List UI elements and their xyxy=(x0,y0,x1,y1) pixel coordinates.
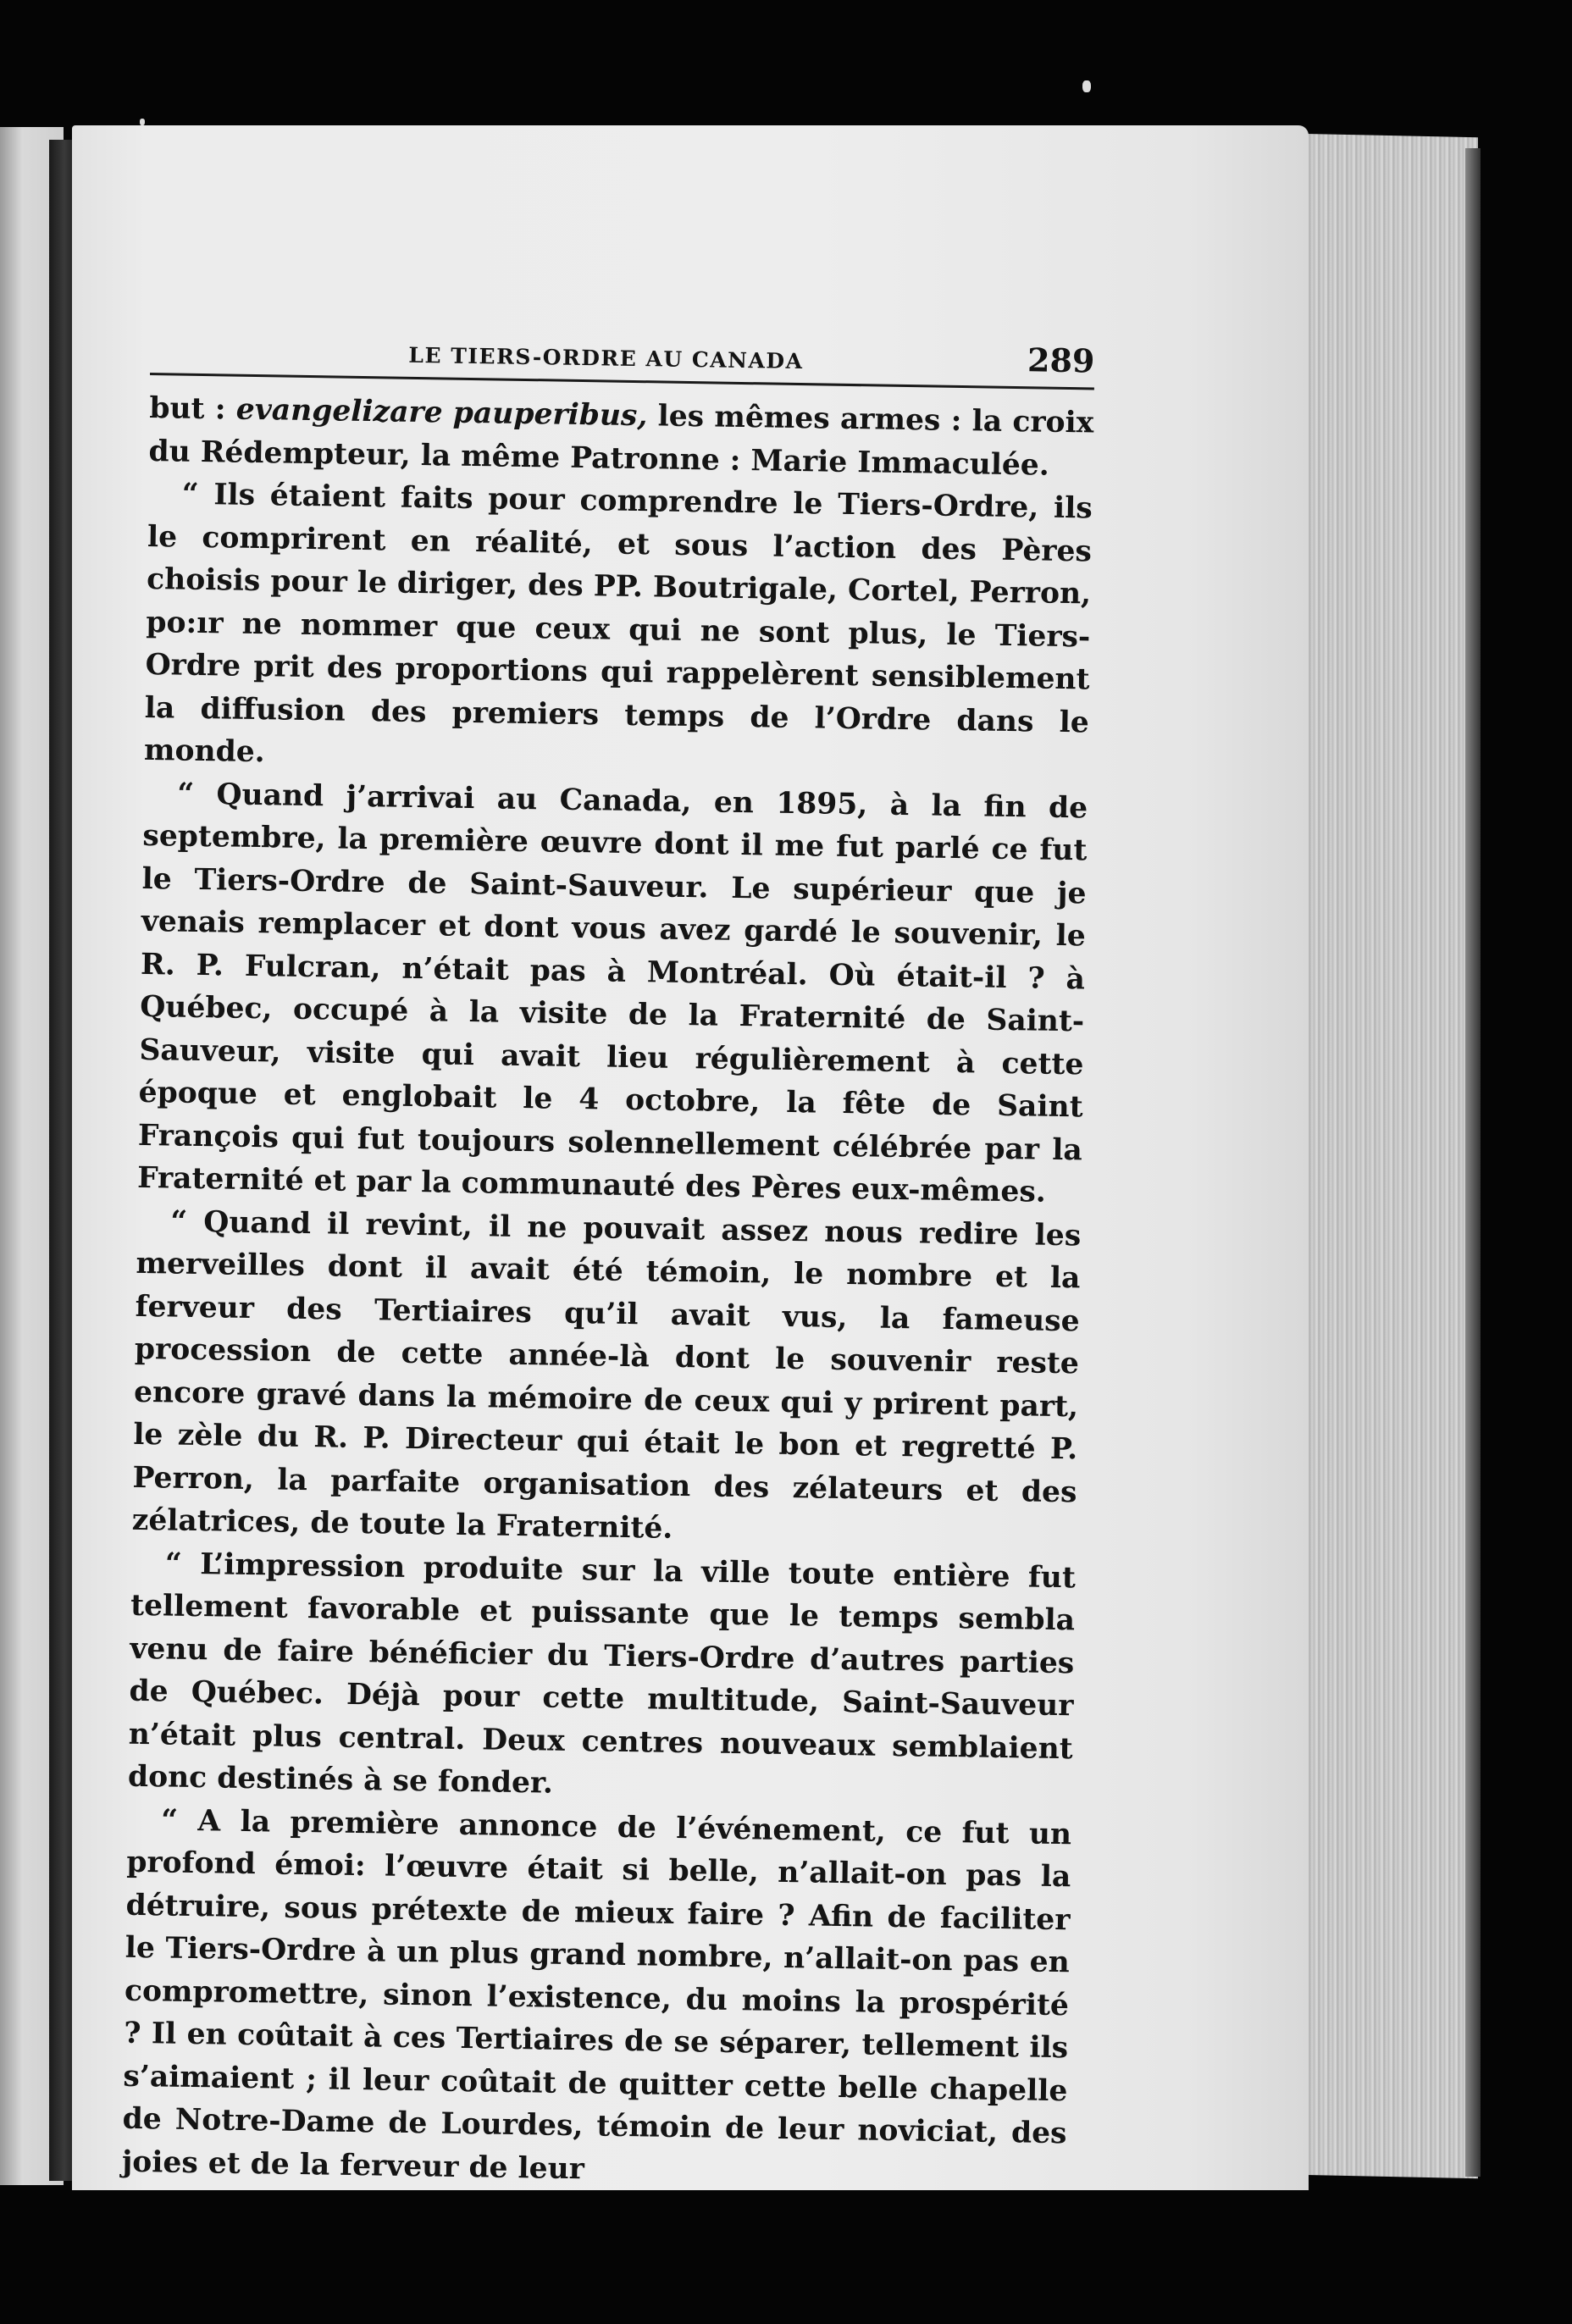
book-gutter xyxy=(49,140,75,2181)
dust-speck xyxy=(140,119,145,125)
latin-phrase: evangelizare pauperibus, xyxy=(235,392,648,434)
page-number: 289 xyxy=(1027,340,1095,380)
paragraph-rest: les mêmes armes : la croix du Rédempteur, la même Patronne : Marie Immaculée. xyxy=(148,399,1094,483)
page-edges-stack xyxy=(1296,134,1478,2179)
paragraph: “ L’impression produite sur la ville toute entière fut tellement favorable et puissante que le temps sembla venu de faire bénéficier du Tiers-Ordre d’autres parties de Québec. Déjà pour cette multitude, Saint-Sauveur n’était plus central. Deux centres nouveaux semblaient donc destinés à se fonder. xyxy=(127,1546,1077,1801)
paragraph: “ Ils étaient faits pour comprendre le Tiers-Ordre, ils le comprirent en réalité, et sous l’action des Pères choisis pour le diriger, des PP. Boutrigale, Cortel, Perron, po:ır ne nommer que ceux qui ne sont plus, le Tiers-Ordre prit des proportions qui rappelèrent sensiblement la diffusion des premiers temps de l’Ordre dans le monde. xyxy=(143,477,1093,770)
page-text-block xyxy=(121,322,1094,2198)
dust-speck xyxy=(1082,80,1091,92)
running-title: LE TIERS-ORDRE AU CANADA xyxy=(408,342,804,374)
body-text xyxy=(121,387,1093,2198)
paragraph: “ A la première annonce de l’événement, ce fut un profond émoi: l’œuvre était si belle, n’allait-on pas la détruire, sous prétexte de mieux faire ? Afin de faciliter le Tiers-Ordre à un plus grand nombre, n’allait-on pas en compromettre, sinon l’existence, du moins la prospérité ? Il en coûtait à ces Tertiaires de se séparer, tellement ils s’aimaient ; il leur coûtait de quitter cette belle chapelle de Notre-Dame de Lourdes, témoin de leur noviciat, des joies et de la ferveur de leur xyxy=(121,1802,1072,2186)
paragraph xyxy=(148,387,1093,488)
paragraph: “ Quand il revint, il ne pouvait assez nous redire les merveilles dont il avait été témoin, le nombre et la ferveur des Tertiaires qu’il avait vus, la fameuse procession de cette année-là dont le souvenir reste encore gravé dans la mémoire de ceux qui y prirent part, le zèle du R. P. Directeur qui était le bon et regretté P. Perron, la parfaite organisation des zélateurs et des zélatrices, de toute la Fraternité. xyxy=(131,1204,1082,1546)
paragraph: “ Quand j’arrivai au Canada, en 1895, à la fin de septembre, la première œuvre dont il me fut parlé ce fut le Tiers-Ordre de Saint-Sauveur. Le supérieur que je venais remplacer et dont vous avez gardé le souvenir, le R. P. Fulcran, n’était pas à Montréal. Où était-il ? à Québec, occupé à la visite de la Fraternité de Saint-Sauveur, visite qui avait lieu régulièrement à cette époque et englobait le 4 octobre, la fête de Saint François qui fut toujours solennellement célébrée par la Fraternité et par la communauté des Pères eux-mêmes. xyxy=(136,777,1088,1209)
page-edges-shadow xyxy=(1465,148,1481,2177)
paragraph-lead: but : xyxy=(149,390,237,427)
